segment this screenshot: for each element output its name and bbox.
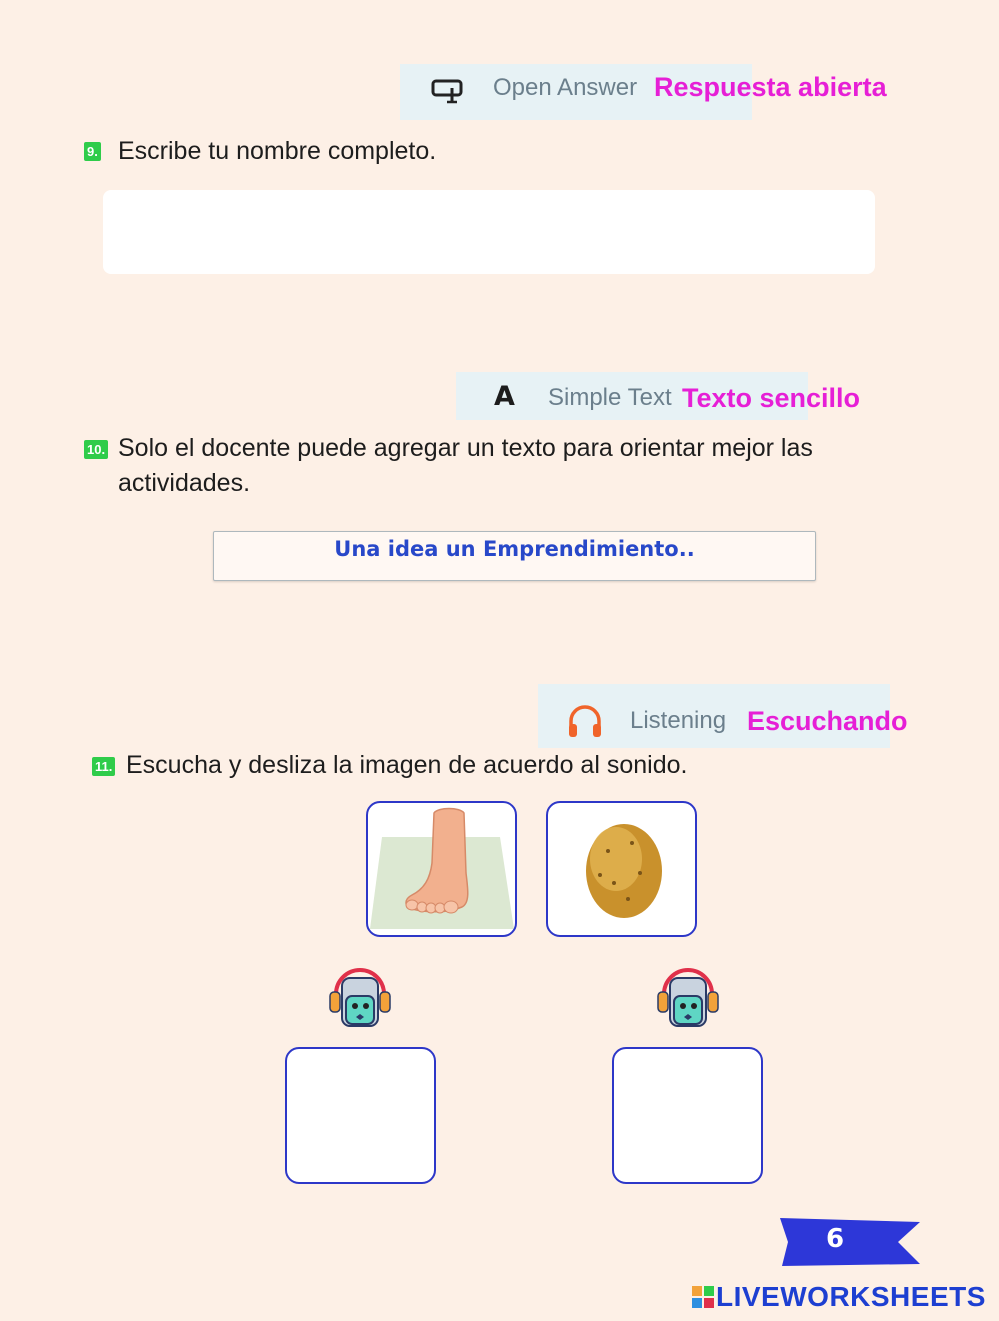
robot-headphones-icon[interactable] [326,960,394,1034]
listening-label-es: Escuchando [747,706,908,736]
listening-label: Listening [630,707,727,734]
letter-a-icon: A [494,381,515,412]
liveworksheets-brand: LIVEWORKSHEETS [716,1281,986,1312]
question-number-badge: 10. [84,440,108,459]
potato-image [548,803,695,935]
simple-text-label-es: Texto sencillo [682,383,861,413]
drop-zone-1[interactable] [285,1047,436,1184]
name-answer-input[interactable] [103,190,875,274]
question-11-text: Escucha y desliza la imagen de acuerdo al sonido. [126,751,688,779]
foot-image [368,803,515,935]
question-number-badge: 9. [84,142,101,161]
headphones-icon [566,702,604,740]
question-10-text-line2: actividades. [118,469,251,497]
drop-zone-2[interactable] [612,1047,763,1184]
question-10-text-line1: Solo el docente puede agregar un texto para orientar mejor las [118,434,813,462]
robot-headphones-icon[interactable] [654,960,722,1034]
foot-image-card[interactable] [366,801,517,937]
keyboard-input-icon [430,76,466,106]
simple-text-box: Una idea un Emprendimiento.. [213,531,816,581]
page-number: 6 [825,1224,845,1254]
open-answer-label: Open Answer [493,74,638,101]
simple-text-label: Simple Text [548,384,672,411]
question-9-text: Escribe tu nombre completo. [118,137,437,165]
potato-image-card[interactable] [546,801,697,937]
liveworksheets-logo-icon [692,1286,714,1308]
question-number-badge: 11. [92,757,115,776]
open-answer-label-es: Respuesta abierta [654,72,887,102]
